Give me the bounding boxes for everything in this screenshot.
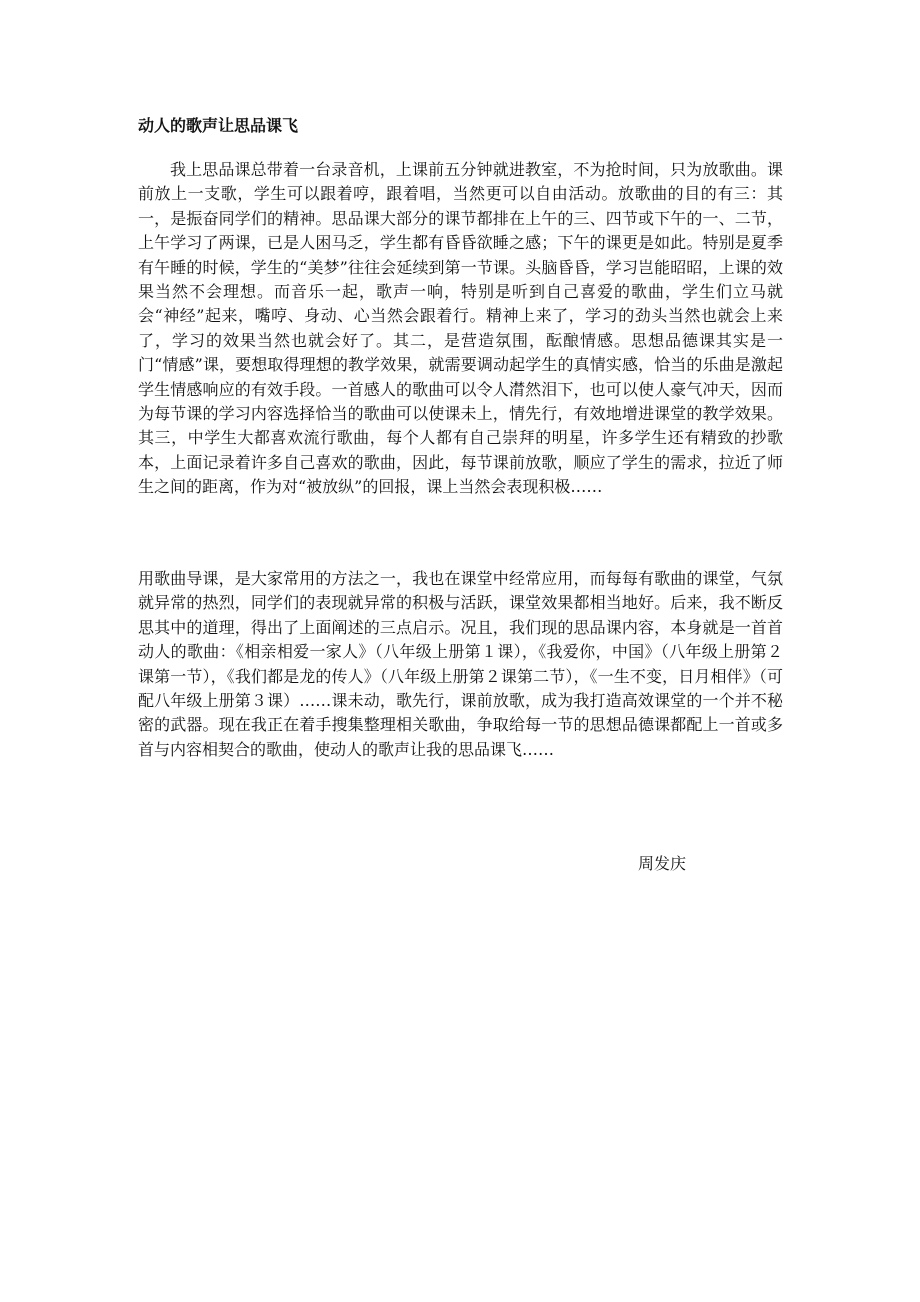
author-name: 周发庆 <box>638 854 687 873</box>
body-paragraph-1: 我上思品课总带着一台录音机，上课前五分钟就进教室，不为抢时间，只为放歌曲。课前放上一支歌，学生可以跟着哼，跟着唱，当然更可以自由活动。放歌曲的目的有三：其一，是振奋同学们的精神。思品课大部分的课节都排在上午的三、四节或下午的一、二节，上午学习了两课，已是人困马乏，学生都有昏昏欲睡之感；下午的课更是如此。特别是夏季有午睡的时候，学生的“美梦”往往会延续到第一节课。头脑昏昏，学习岂能昭昭，上课的效果当然不会理想。而音乐一起，歌声一响，特别是听到自己喜爱的歌曲，学生们立马就会“神经”起来，嘴哼、身动、心当然会跟着行。精神上来了，学习的劲头当然也就会上来了，学习的效果当然也就会好了。其二，是营造氛围，酝酿情感。思想品德课其实是一门“情感”课，要想取得理想的教学效果，就需要调动起学生的真情实感，恰当的乐曲是激起学生情感响应的有效手段。一首感人的歌曲可以令人潸然泪下，也可以使人豪气冲天，因而为每节课的学习内容选择恰当的歌曲可以使课未上，情先行，有效地增进课堂的教学效果。其三，中学生大都喜欢流行歌曲，每个人都有自己崇拜的明星，许多学生还有精致的抄歌本，上面记录着许多自己喜欢的歌曲，因此，每节课前放歌，顺应了学生的需求，拉近了师生之间的距离，作为对“被放纵”的回报，课上当然会表现积极…… <box>138 160 783 497</box>
document-title: 动人的歌声让思品课飞 <box>138 116 299 135</box>
body-paragraph-2: 用歌曲导课，是大家常用的方法之一，我也在课堂中经常应用，而每每有歌曲的课堂，气氛就异常的热烈，同学们的表现就异常的积极与活跃，课堂效果都相当地好。后来，我不断反思其中的道理，得出了上面阐述的三点启示。况且，我们现的思品课内容，本身就是一首首动人的歌曲：《相亲相爱一家人》（八年级上册第１课），《我爱你，中国》（八年级上册第２课第一节），《我们都是龙的传人》（八年级上册第２课第二节），《一生不变，日月相伴》（可配八年级上册第３课）……课未动，歌先行，课前放歌，成为我打造高效课堂的一个并不秘密的武器。现在我正在着手搜集整理相关歌曲，争取给每一节的思想品德课都配上一首或多首与内容相契合的歌曲，使动人的歌声让我的思品课飞…… <box>138 569 783 759</box>
